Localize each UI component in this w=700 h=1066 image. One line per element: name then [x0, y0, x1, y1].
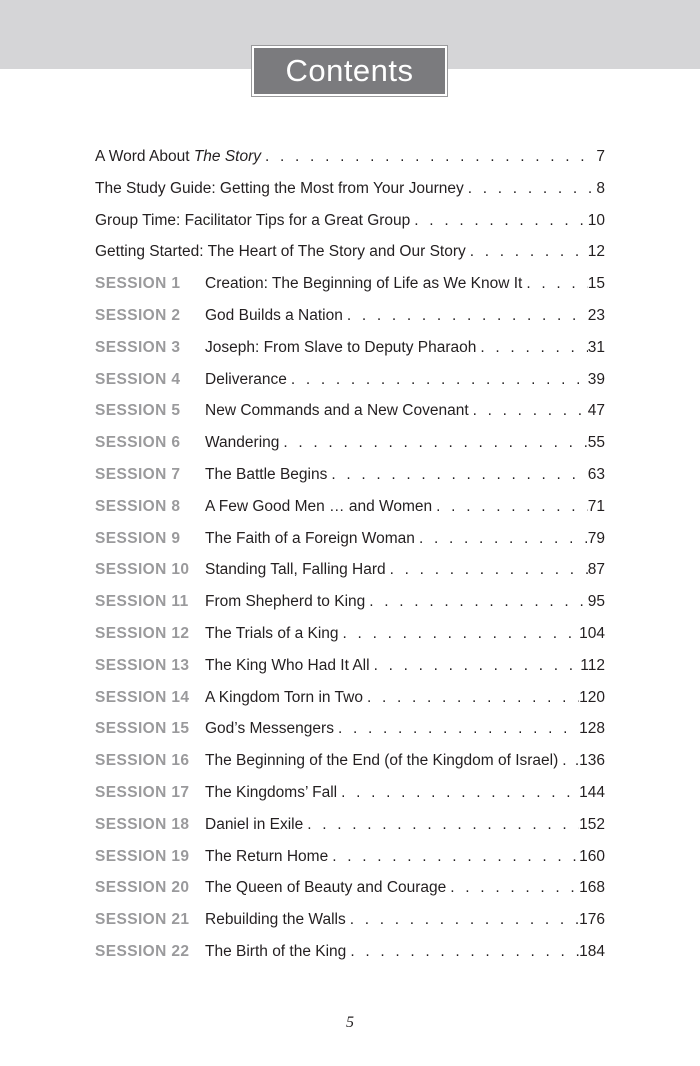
entry-page-number: 7	[596, 148, 605, 165]
dot-leader	[337, 777, 579, 809]
entry-title: A Few Good Men … and Women	[205, 497, 433, 515]
toc-session-entry	[95, 300, 605, 332]
dot-leader	[346, 936, 579, 968]
toc-session-entry	[95, 554, 605, 586]
session-label: SESSION 7	[95, 465, 181, 483]
toc-session-entry	[95, 872, 605, 904]
session-label: SESSION 8	[95, 497, 181, 515]
entry-page-number: 79	[587, 529, 605, 547]
entry-title	[95, 141, 261, 173]
toc-session-entry	[95, 332, 605, 364]
dot-leader	[432, 491, 588, 523]
session-label: SESSION 2	[95, 306, 181, 324]
entry-page-number: 87	[587, 561, 605, 579]
dot-leader	[346, 904, 579, 936]
entry-page-number: 12	[587, 243, 605, 261]
entry-page-number: 31	[587, 338, 605, 356]
dot-leader	[334, 713, 579, 745]
toc-session-entry	[95, 682, 605, 714]
entry-page-number: 15	[587, 275, 605, 293]
dot-leader	[476, 332, 587, 364]
dot-leader	[279, 427, 587, 459]
dot-leader	[410, 205, 587, 237]
dot-leader	[464, 173, 597, 205]
dot-leader	[328, 841, 579, 873]
entry-page-number: 120	[579, 688, 605, 706]
toc-session-entry	[95, 523, 605, 555]
entry-title: The Beginning of the End (of the Kingdom of Israel)	[205, 752, 559, 770]
toc-session-entry	[95, 777, 605, 809]
page-number: 5	[346, 1014, 354, 1031]
session-label: SESSION 10	[95, 561, 190, 579]
entry-title: The Return Home	[205, 847, 329, 865]
toc-session-entry	[95, 745, 605, 777]
dot-leader	[386, 554, 588, 586]
toc-session-entry	[95, 650, 605, 682]
toc-intro-entry	[95, 173, 605, 205]
session-label: SESSION 20	[95, 879, 190, 897]
entry-page-number: 184	[579, 942, 605, 960]
session-label: SESSION 15	[95, 720, 190, 738]
session-label: SESSION 19	[95, 847, 190, 865]
entry-page-number: 152	[579, 815, 605, 833]
entry-title: Group Time: Facilitator Tips for a Great Group	[95, 211, 411, 229]
toc-intro-entry	[95, 205, 605, 237]
dot-leader	[287, 364, 588, 396]
toc-session-entry	[95, 427, 605, 459]
entry-title: Daniel in Exile	[205, 815, 304, 833]
toc-session-entry	[95, 618, 605, 650]
session-label: SESSION 21	[95, 911, 190, 929]
dot-leader	[469, 395, 588, 427]
entry-title: New Commands and a New Covenant	[205, 402, 469, 420]
entry-title: The King Who Had It All	[205, 656, 370, 674]
dot-leader	[370, 650, 581, 682]
entry-title: Standing Tall, Falling Hard	[205, 561, 386, 579]
session-label: SESSION 18	[95, 815, 190, 833]
entry-title: The Battle Begins	[205, 465, 328, 483]
entry-title: Wandering	[205, 434, 280, 452]
entry-page-number: 39	[587, 370, 605, 388]
toc-session-entry	[95, 491, 605, 523]
entry-title: Joseph: From Slave to Deputy Pharaoh	[205, 338, 477, 356]
entry-page-number: 144	[579, 783, 605, 801]
dot-leader	[303, 809, 579, 841]
dot-leader	[466, 236, 588, 268]
entry-page-number: 128	[579, 720, 605, 738]
entry-title: The Trials of a King	[205, 624, 339, 642]
dot-leader	[558, 745, 575, 777]
entry-title: The Queen of Beauty and Courage	[205, 879, 447, 897]
session-label: SESSION 6	[95, 434, 181, 452]
entry-page-number: 112	[580, 656, 605, 674]
entry-page-number: 10	[587, 211, 605, 229]
toc-session-entry	[95, 904, 605, 936]
entry-page-number: 71	[587, 497, 605, 515]
session-label: SESSION 22	[95, 942, 190, 960]
entry-page-number: 23	[587, 306, 605, 324]
session-label: SESSION 16	[95, 752, 190, 770]
entry-title: God Builds a Nation	[205, 306, 343, 324]
toc-session-entry	[95, 936, 605, 968]
entry-title-text: A Word About	[95, 148, 194, 165]
entry-page-number: 160	[579, 847, 605, 865]
dot-leader	[415, 523, 588, 555]
entry-page-number: 176	[579, 911, 605, 929]
contents-title-box	[252, 46, 447, 96]
entry-title: The Kingdoms’ Fall	[205, 783, 338, 801]
dot-leader	[343, 300, 588, 332]
session-label: SESSION 12	[95, 624, 190, 642]
entry-page-number: 55	[587, 434, 605, 452]
toc-session-entry	[95, 364, 605, 396]
toc-intro-entry	[95, 236, 605, 268]
entry-title: Getting Started: The Heart of The Story and Our Story	[95, 243, 466, 261]
session-label: SESSION 3	[95, 338, 181, 356]
dot-leader	[327, 459, 587, 491]
session-label: SESSION 1	[95, 275, 181, 293]
dot-leader	[363, 682, 579, 714]
entry-page-number: .136	[574, 752, 605, 770]
entry-title: The Faith of a Foreign Woman	[205, 529, 415, 547]
entry-page-number: 8	[596, 179, 605, 197]
entry-title: Deliverance	[205, 370, 287, 388]
table-of-contents	[95, 141, 605, 968]
toc-session-entry	[95, 586, 605, 618]
dot-leader	[522, 268, 587, 300]
entry-title-italic: The Story	[193, 148, 262, 165]
dot-leader	[261, 141, 596, 173]
toc-session-entry	[95, 459, 605, 491]
dot-leader	[446, 872, 579, 904]
entry-page-number: 47	[587, 402, 605, 420]
entry-title: God’s Messengers	[205, 720, 334, 738]
session-label: SESSION 14	[95, 688, 190, 706]
entry-title: Creation: The Beginning of Life as We Know It	[205, 275, 523, 293]
entry-page-number: 63	[587, 465, 605, 483]
page-title: Contents	[285, 53, 414, 88]
entry-page-number: 95	[587, 593, 605, 611]
session-label: SESSION 11	[95, 593, 189, 611]
entry-page-number: 168	[579, 879, 605, 897]
session-label: SESSION 9	[95, 529, 181, 547]
entry-page-number: 104	[579, 624, 605, 642]
entry-title: The Study Guide: Getting the Most from Your Journey	[95, 179, 464, 197]
dot-leader	[365, 586, 587, 618]
session-label: SESSION 4	[95, 370, 181, 388]
session-label: SESSION 5	[95, 402, 181, 420]
entry-title: A Kingdom Torn in Two	[205, 688, 363, 706]
toc-session-entry	[95, 841, 605, 873]
toc-session-entry	[95, 809, 605, 841]
dot-leader	[339, 618, 580, 650]
entry-title: From Shepherd to King	[205, 593, 366, 611]
session-label: SESSION 13	[95, 656, 190, 674]
entry-title: Rebuilding the Walls	[205, 911, 346, 929]
session-label: SESSION 17	[95, 783, 190, 801]
toc-intro-entry	[95, 141, 605, 173]
toc-session-entry	[95, 268, 605, 300]
toc-session-entry	[95, 395, 605, 427]
entry-title: The Birth of the King	[205, 942, 347, 960]
toc-session-entry	[95, 713, 605, 745]
